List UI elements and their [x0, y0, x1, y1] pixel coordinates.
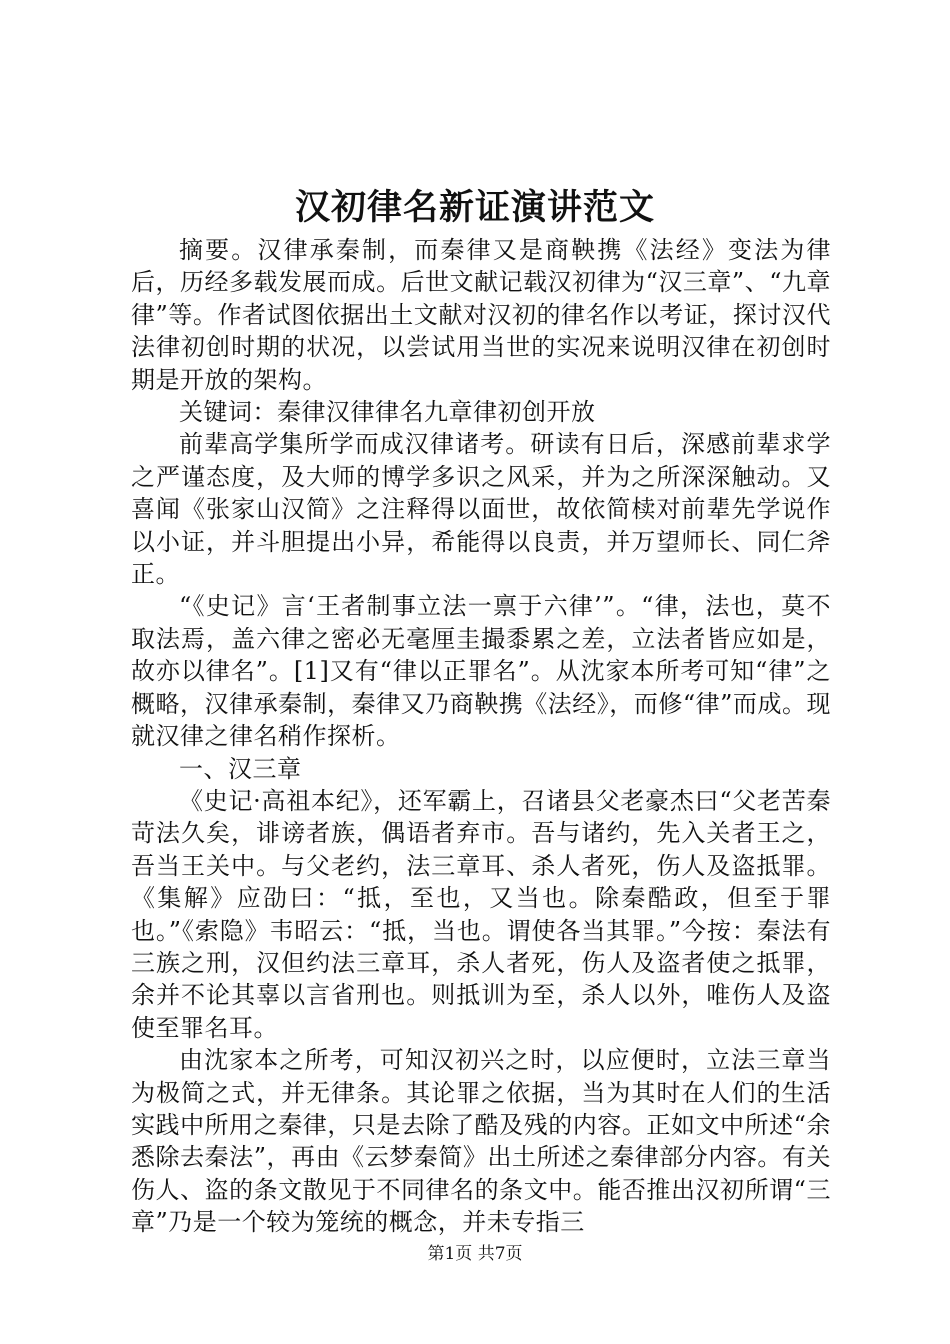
body-paragraph: “《史记》言‘王者制事立法一禀于六律’”。“律，法也，莫不取法焉，盖六律之密必无毫厘圭撮黍累之差，立法者皆应如是，故亦以律名”。[1]又有“律以正罪名”。从沈家本所考可知“律”之概略，汉律承秦制，秦律又乃商鞅携《法经》，而修“律”而成。现就汉律之律名稍作探析。 [131, 592, 831, 751]
body-paragraph: 《史记·高祖本纪》，还军霸上，召诸县父老豪杰曰“父老苦秦苛法久矣，诽谤者族，偶语者弃市。吾与诸约，先入关者王之，吾当王关中。与父老约，法三章耳、杀人者死，伤人及盗抵罪。《集解》应劭曰：“抵，至也，又当也。除秦酷政，但至于罪也。”《索隐》韦昭云：“抵，当也。谓使各当其罪。”今按：秦法有三族之刑，汉但约法三章耳，杀人者死，伤人及盗者使之抵罪，余并不论其辜以言省刑也。则抵训为至，杀人以外，唯伤人及盗使至罪名耳。 [131, 786, 831, 1042]
abstract-paragraph: 摘要。汉律承秦制，而秦律又是商鞅携《法经》变法为律后，历经多载发展而成。后世文献记载汉初律为“汉三章”、“九章律”等。作者试图依据出土文献对汉初的律名作以考证，探讨汉代法律初创时期的状况，以尝试用当世的实况来说明汉律在初创时期是开放的架构。 [131, 236, 831, 394]
body-paragraph: 由沈家本之所考，可知汉初兴之时，以应便时，立法三章当为极简之式，并无律条。其论罪之依据，当为其时在人们的生活实践中所用之秦律，只是去除了酷及残的内容。正如文中所述“余悉除去秦法”，再由《云梦秦简》出土所述之秦律部分内容。有关伤人、盗的条文散见于不同律名的条文中。能否推出汉初所谓“三章”乃是一个较为笼统的概念，并未专指三 [131, 1046, 831, 1237]
keywords-paragraph: 关键词：秦律汉律律名九章律初创开放 [179, 398, 596, 427]
body-paragraph: 前辈高学集所学而成汉律诸考。研读有日后，深感前辈求学之严谨态度，及大师的博学多识之风采，并为之所深深触动。又喜闻《张家山汉简》之注释得以面世，故依简椟对前辈先学说作以小证，并斗胆提出小异，希能得以良责，并万望师长、同仁斧正。 [131, 430, 831, 589]
document-body [131, 234, 831, 1239]
page-number-footer: 第1页 共7页 [427, 1244, 523, 1264]
document-title: 汉初律名新证演讲范文 [294, 187, 655, 228]
section-heading: 一、汉三章 [179, 754, 302, 783]
